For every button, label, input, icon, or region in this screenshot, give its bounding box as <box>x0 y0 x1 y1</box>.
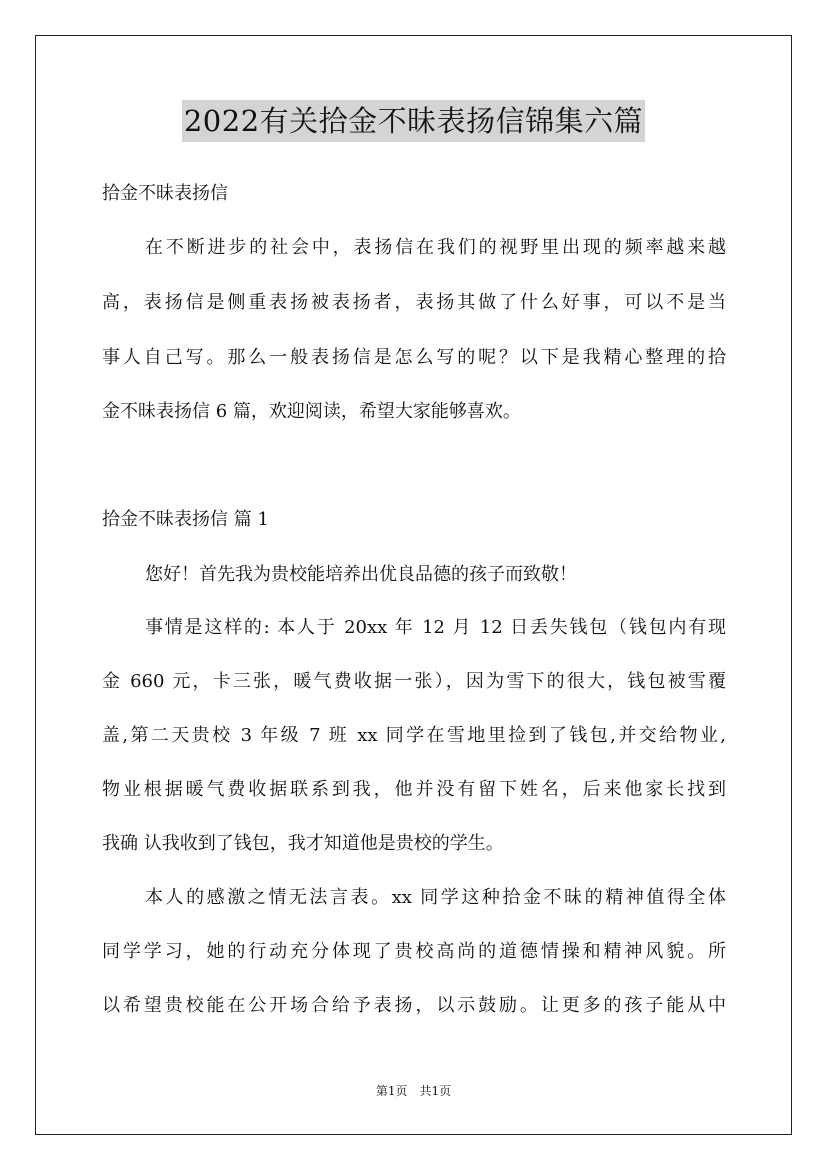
section-heading: 拾金不昧表扬信 篇 1 <box>102 509 269 530</box>
greeting-line: 您好！首先我为贵校能培养出优良品德的孩子而致敬！ <box>145 564 577 585</box>
document-title-text: 2022有关拾金不昧表扬信锦集六篇 <box>182 100 645 142</box>
para2-line-3: 以希望贵校能在公开场合给予表扬，以示鼓励。让更多的孩子能从中 <box>102 995 726 1016</box>
para1-line-3: 盖,第二天贵校 3 年级 7 班 xx 同学在雪地里捡到了钱包,并交给物业, <box>102 725 726 746</box>
para2-line-2: 同学学习，她的行动充分体现了贵校高尚的道德情操和精神风貌。所 <box>102 941 726 962</box>
page-footer: 第1页 共1页 <box>375 1084 452 1098</box>
intro-line-3: 事人自己写。那么一般表扬信是怎么写的呢？以下是我精心整理的拾 <box>102 347 726 368</box>
para2-line-1: 本人的感激之情无法言表。xx 同学这种拾金不昧的精神值得全体 <box>145 887 726 908</box>
intro-line-1: 在不断进步的社会中，表扬信在我们的视野里出现的频率越来越 <box>145 237 726 258</box>
para1-line-1: 事情是这样的: 本人于 20xx 年 12 月 12 日丢失钱包（钱包内有现 <box>145 617 726 638</box>
document-title <box>0 100 827 142</box>
para1-line-5: 我确 认我收到了钱包，我才知道他是贵校的学生。 <box>102 833 504 854</box>
intro-line-4: 金不昧表扬信 6 篇，欢迎阅读，希望大家能够喜欢。 <box>102 401 521 422</box>
letter-heading: 拾金不昧表扬信 <box>102 183 228 204</box>
intro-line-2: 高，表扬信是侧重表扬被表扬者，表扬其做了什么好事，可以不是当 <box>102 292 726 313</box>
para1-line-2: 金 660 元，卡三张，暖气费收据一张），因为雪下的很大，钱包被雪覆 <box>102 671 726 692</box>
para1-line-4: 物业根据暖气费收据联系到我，他并没有留下姓名，后来他家长找到 <box>102 779 726 800</box>
